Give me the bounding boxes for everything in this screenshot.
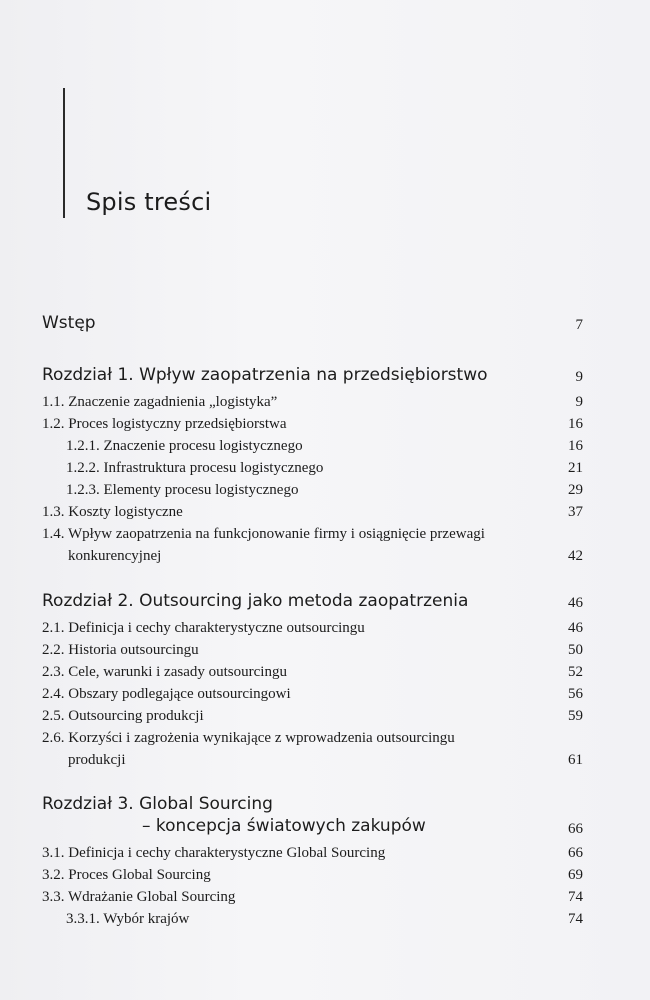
toc-entry-page: 29 [568, 482, 583, 498]
toc-entry-label: 1.3. Koszty logistyczne [42, 504, 183, 520]
decorative-vertical-bar [63, 88, 65, 218]
toc-entry-label: 3.2. Proces Global Sourcing [42, 867, 211, 883]
toc-entry[interactable] [42, 886, 583, 908]
toc-chapter-label: Rozdział 1. Wpływ zaopatrzenia na przedsiębiorstwo [42, 365, 488, 385]
toc-entry-intro[interactable] [42, 313, 583, 333]
toc-entry[interactable] [42, 639, 583, 661]
toc-entry-page: 74 [568, 889, 583, 905]
toc-entry-label: 1.2.1. Znaczenie procesu logistycznego [66, 438, 303, 454]
toc-entry-page: 9 [575, 394, 583, 410]
toc-entry-label: 2.3. Cele, warunki i zasady outsourcingu [42, 664, 287, 680]
toc-entry-label-line1: 1.4. Wpływ zaopatrzenia na funkcjonowanie firmy i osiągnięcie przewagi [42, 526, 485, 542]
toc-entry-page: 52 [568, 664, 583, 680]
toc-entry-page: 46 [568, 595, 583, 611]
toc-entry-page: 16 [568, 416, 583, 432]
toc-entry-label: Wstęp [42, 313, 96, 333]
toc-entry-page: 50 [568, 642, 583, 658]
toc-entry-page: 59 [568, 708, 583, 724]
toc-chapter-label: Rozdział 2. Outsourcing jako metoda zaopatrzenia [42, 591, 469, 611]
toc-entry-page: 66 [568, 821, 583, 837]
toc-subentry[interactable] [66, 457, 583, 479]
toc-entry[interactable] [42, 501, 583, 523]
toc-entry-page: 46 [568, 620, 583, 636]
toc-chapter-2[interactable] [42, 591, 583, 611]
toc-entry[interactable] [42, 617, 583, 639]
toc-subentry[interactable] [66, 908, 583, 930]
toc-entry[interactable] [42, 864, 583, 886]
toc-entry[interactable] [42, 705, 583, 727]
toc-entry[interactable] [42, 413, 583, 435]
toc-entry-label-line2: konkurencyjnej [68, 548, 162, 564]
toc-entry-label: 3.3. Wdrażanie Global Sourcing [42, 889, 236, 905]
toc-entry-label: 3.3.1. Wybór krajów [66, 911, 190, 927]
toc-entry-label: 1.1. Znaczenie zagadnienia „logistyka” [42, 394, 278, 410]
toc-chapter-label-line1: Rozdział 3. Global Sourcing [42, 794, 273, 814]
toc-entry-label-line1: 2.6. Korzyści i zagrożenia wynikające z wprowadzenia outsourcingu [42, 730, 455, 746]
toc-entry[interactable] [42, 683, 583, 705]
toc-entry-page: 42 [568, 548, 583, 564]
toc-entry-label: 1.2.2. Infrastruktura procesu logistycznego [66, 460, 324, 476]
toc-entry-page: 16 [568, 438, 583, 454]
toc-entry-page: 66 [568, 845, 583, 861]
toc-entry-label: 1.2.3. Elementy procesu logistycznego [66, 482, 299, 498]
toc-entry[interactable] [42, 727, 583, 771]
toc-entry-page: 9 [575, 369, 583, 385]
toc-entry[interactable] [42, 661, 583, 683]
toc-subentry[interactable] [66, 435, 583, 457]
toc-entry-label-line2: produkcji [68, 752, 126, 768]
toc-entry-page: 74 [568, 911, 583, 927]
toc-subentry[interactable] [66, 479, 583, 501]
toc-entry-page: 56 [568, 686, 583, 702]
toc-chapter-1[interactable] [42, 365, 583, 385]
toc-entry[interactable] [42, 523, 583, 567]
toc-entry-page: 21 [568, 460, 583, 476]
toc-entry-label: 3.1. Definicja i cechy charakterystyczne Global Sourcing [42, 845, 386, 861]
toc-entry-page: 69 [568, 867, 583, 883]
toc-entry-label: 1.2. Proces logistyczny przedsiębiorstwa [42, 416, 287, 432]
page-title: Spis treści [86, 188, 212, 216]
toc-chapter-3[interactable] [42, 794, 583, 836]
toc-entry-page: 7 [575, 317, 583, 333]
toc-entry[interactable] [42, 842, 583, 864]
toc-entry-label: 2.4. Obszary podlegające outsourcingowi [42, 686, 291, 702]
toc-entry-label: 2.1. Definicja i cechy charakterystyczne outsourcingu [42, 620, 365, 636]
toc-entry-page: 37 [568, 504, 583, 520]
toc-entry-label: 2.2. Historia outsourcingu [42, 642, 199, 658]
toc-entry[interactable] [42, 391, 583, 413]
toc-entry-page: 61 [568, 752, 583, 768]
toc-entry-label: 2.5. Outsourcing produkcji [42, 708, 204, 724]
toc-chapter-label-line2: – koncepcja światowych zakupów [142, 816, 426, 836]
